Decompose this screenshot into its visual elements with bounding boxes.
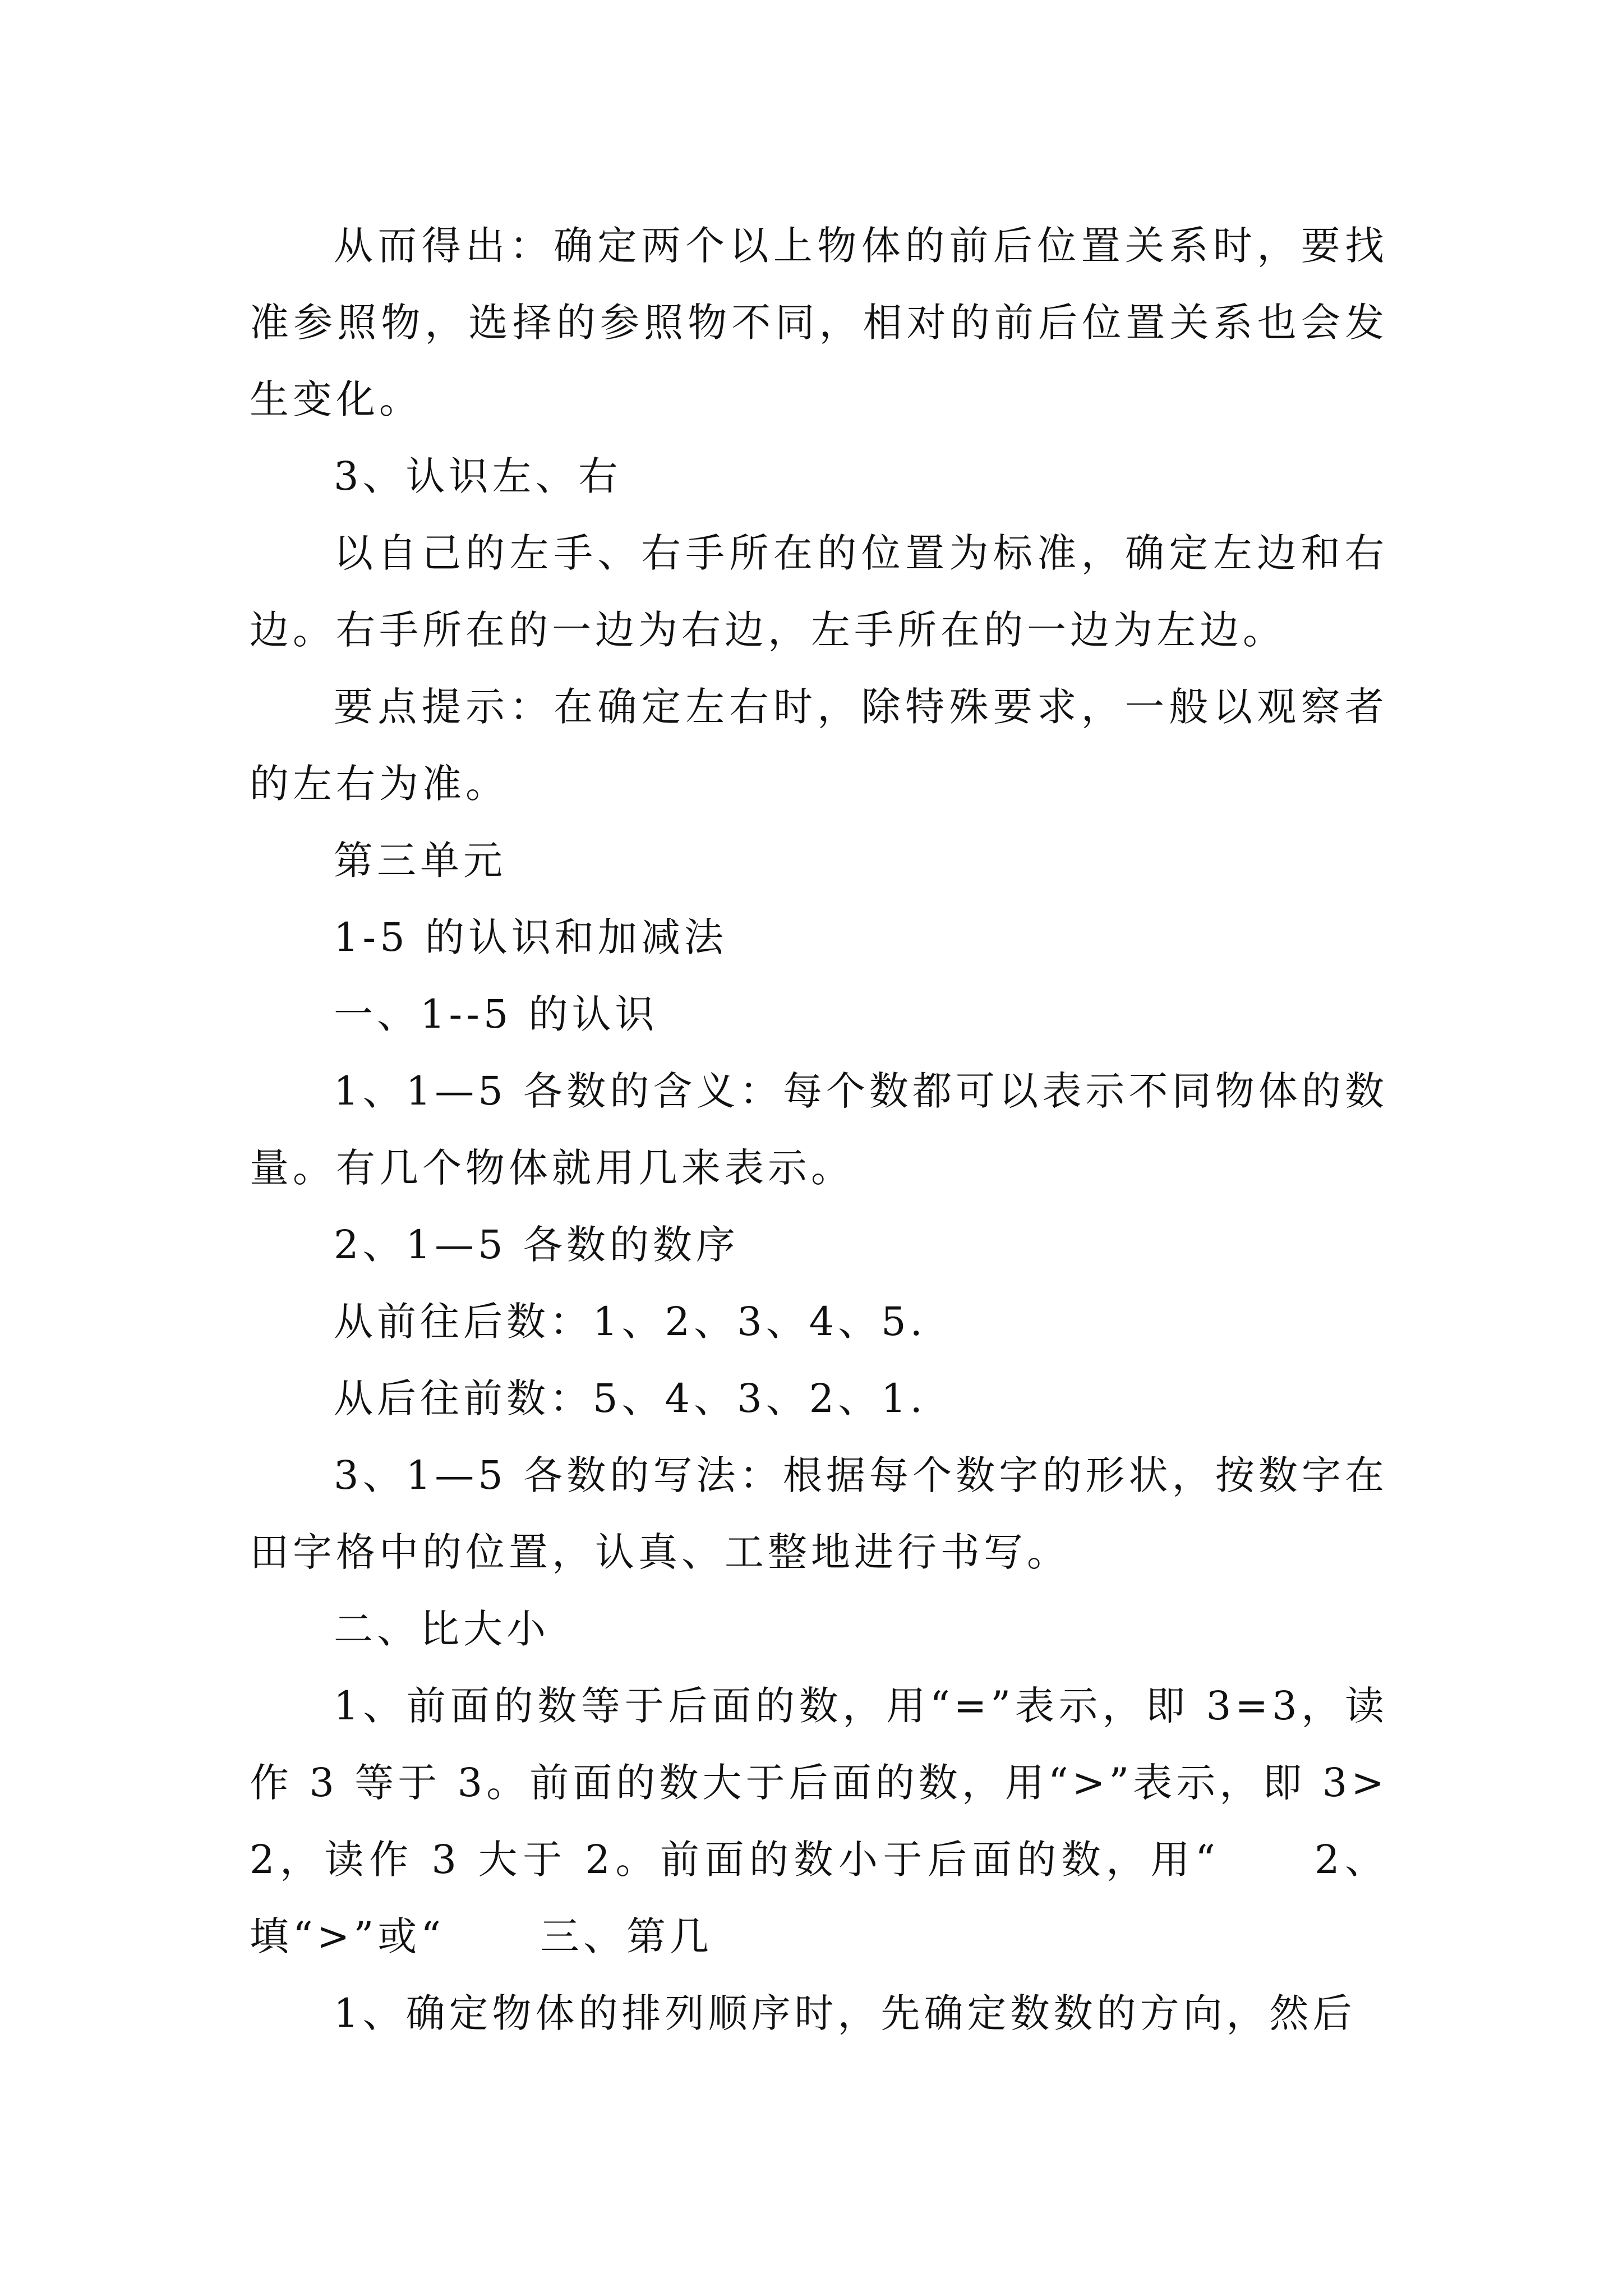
heading-left-right: 3、认识左、右 xyxy=(334,453,622,499)
paragraph-compare-text: 1、前面的数等于后面的数，用“=”表示，即 3=3，读作 3 等于 3。前面的数大于后面的数，用“>”表示，即 3>2，读作 3 大于 2。前面的数小于后面的数，用“ xyxy=(250,1683,1388,1883)
heading-section-one: 一、1--5 的认识 xyxy=(334,991,658,1037)
paragraph-left-right-definition: 以自己的左手、右手所在的位置为标准，确定左边和右边。右手所在的一边为右边，左手所在的一边为左边。 xyxy=(250,530,1388,653)
heading-section-three: 三、第几 xyxy=(540,1913,713,1959)
paragraph-order-rule: 1、确定物体的排列顺序时，先确定数数的方向，然后 xyxy=(334,1990,1356,2036)
paragraph-conclusion-front-back: 从而得出：确定两个以上物体的前后位置关系时，要找准参照物，选择的参照物不同，相对的前后位置关系也会发生变化。 xyxy=(250,223,1388,422)
paragraph-count-backward: 从后往前数：5、4、3、2、1. xyxy=(334,1375,926,1421)
document-body xyxy=(250,208,1388,2052)
paragraph-key-tip: 要点提示：在确定左右时，除特殊要求，一般以观察者的左右为准。 xyxy=(250,684,1388,807)
paragraph-count-forward: 从前往后数：1、2、3、4、5. xyxy=(334,1299,926,1345)
paragraph-fill-in: 2、填“>”或“ xyxy=(250,1837,1388,1959)
paragraph-compare-sizes xyxy=(250,1668,1388,1975)
paragraph-number-meaning: 1、1—5 各数的含义：每个数都可以表示不同物体的数量。有几个物体就用几来表示。 xyxy=(250,1068,1388,1191)
heading-unit-title: 1-5 的认识和加减法 xyxy=(334,914,727,960)
heading-number-order: 2、1—5 各数的数序 xyxy=(334,1222,739,1268)
heading-section-two: 二、比大小 xyxy=(334,1606,550,1652)
heading-unit-three: 第三单元 xyxy=(334,838,506,884)
paragraph-number-writing: 3、1—5 各数的写法：根据每个数字的形状，按数字在田字格中的位置，认真、工整地进行书写。 xyxy=(250,1452,1388,1575)
